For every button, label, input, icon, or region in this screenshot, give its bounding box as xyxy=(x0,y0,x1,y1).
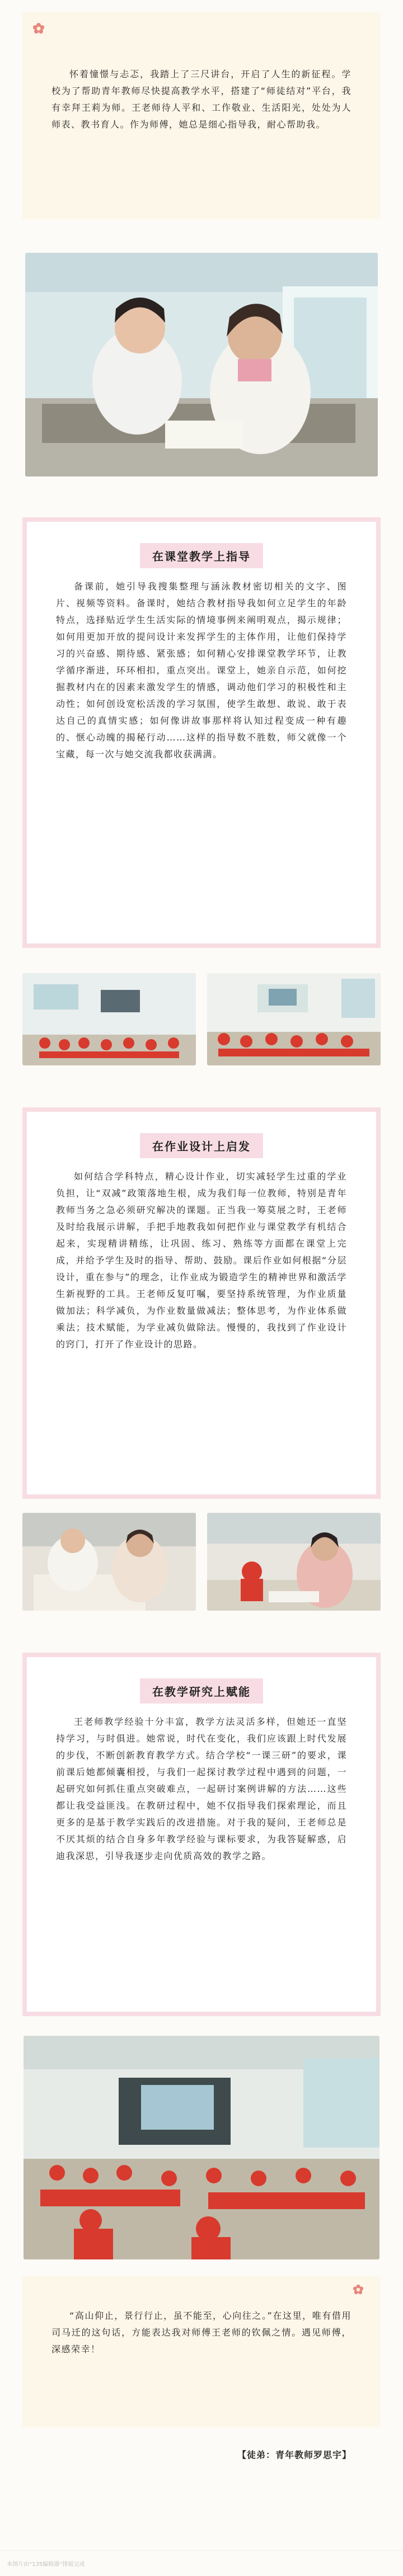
section-research xyxy=(22,1653,381,2016)
quote-paragraph: “高山仰止，景行行止，虽不能至，心向往之。”在这里，唯有借用司马迁的这句话，方能表达我对师傅王老师的钦佩之情。遇见师傅，深感荣幸！ xyxy=(51,2310,352,2355)
section-title: 在课堂教学上指导 xyxy=(140,543,263,568)
section-paragraph: 王老师教学经验十分丰富，教学方法灵活多样，但她还一直坚持学习，与时俱进。她常说，时代在变化，我们应该跟上时代发展的步伐，不断创新教育教学方式。结合学校“一课三研”的要求，课前课后她都倾囊相授，与我们一起探讨教学过程中遇到的问题，一起研究如何抓住重点突破难点，一起研讨案例讲解的方法……这些都让我受益匪浅。在教研过程中，她不仅指导我们探索理论，而且更多的是基于教学实践后的改进措施。对于我的疑问，王老师总是不厌其烦的结合自身多年教学经验与课标要求，为我答疑解惑，启迪我深思，引导我逐步走向优质高效的教学之路。 xyxy=(56,1716,347,1861)
mentor-photo xyxy=(25,253,378,476)
section-classroom xyxy=(22,517,381,948)
homework-photo xyxy=(207,1513,381,1611)
quote-card xyxy=(22,2276,381,2427)
flower-icon xyxy=(353,2284,364,2295)
section-title: 在作业设计上启发 xyxy=(140,1133,263,1158)
section-paragraph: 备课前，她引导我搜集整理与涵泳教材密切相关的文字、图片、视频等资料。备课时，她结合教材指导我如何立足学生的年龄特点，选择贴近学生生活实际的情境事例来阐明观点，揭示规律；如何用更加开放的提问设计来发挥学生的主体作用，让他们保持学习的兴奋感、期待感、紧张感；如何精心安排课堂教学环节，让教学循序渐进，环环相扣，重点突出。课堂上，她亲自示范，如何挖掘教材内在的因素来激发学生的情感，调动他们学习的积极性和主动性；如何创设宽松活泼的学习氛围，使学生敢想、敢说、敢于表达自己的真情实感；如何像讲故事那样将认知过程变成一种有趣的、惬心动魄的揭秘行动……这样的指导数不胜数，师父就像一个宝藏，每一次与她交流我都收获满满。 xyxy=(56,581,347,759)
intro-paragraph: 怀着憧憬与忐忑，我踏上了三尺讲台，开启了人生的新征程。学校为了帮助青年教师尽快提高教学水平，搭建了“师徒结对”平台，我有幸拜王莉为师。王老师待人平和、工作敬业、生活阳光，处处为人师表、教书育人。作为师傅，她总是细心指导我，耐心帮助我。 xyxy=(51,69,352,130)
homework-photo xyxy=(22,1513,196,1611)
author-signature: 【徒弟：青年教师罗思宇】 xyxy=(237,2450,352,2460)
classroom-photo xyxy=(22,973,196,1065)
intro-card xyxy=(22,12,381,219)
section-title: 在教学研究上赋能 xyxy=(140,1678,263,1704)
footer-note: 本图片由“135编辑器”排版完成 xyxy=(7,2561,85,2568)
footer-divider xyxy=(0,2550,403,2551)
classroom-wide-photo xyxy=(24,2036,379,2259)
classroom-photo xyxy=(207,973,381,1065)
section-homework xyxy=(22,1107,381,1499)
flower-icon xyxy=(32,22,45,35)
section-paragraph: 如何结合学科特点，精心设计作业，切实减轻学生过重的学业负担，让“双减”政策落地生根，成为我们每一位教师，特别是青年教师当务之急必须研究解决的课题。正当我一筹莫展之时，王老师及时给我展示讲解，手把手地教我如何把作业与课堂教学有机结合起来，实现精讲精练，让巩固、练习、熟练等方面都在课堂上完成，并给予学生及时的指导、帮助、鼓励。课后作业如何根据“分层设计，重在参与”的理念，让作业成为锻造学生的精神世界和激活学生新视野的工具。王老师反复叮嘱，要坚持系统管理，为作业质量做加法；科学减负，为作业数量做减法；整体思考，为作业体系做乘法；技术赋能，为学业减负做除法。慢慢的，我找到了作业设计的窍门，打开了作业设计的思路。 xyxy=(56,1171,347,1350)
